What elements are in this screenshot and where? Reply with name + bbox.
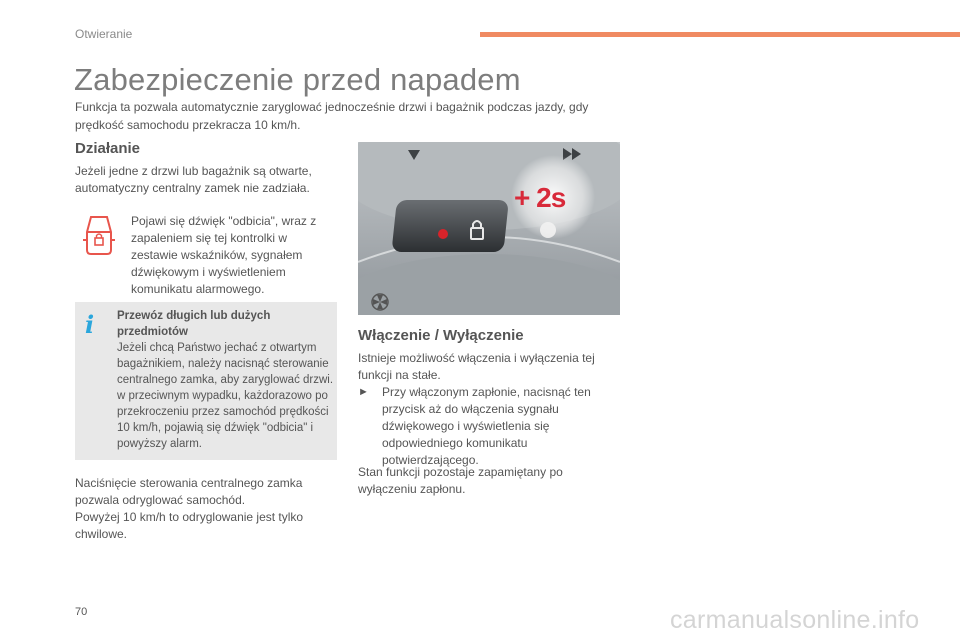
door-lock-warning-icon — [82, 214, 116, 258]
bottom-paragraph-1: Naciśnięcie sterowania centralnego zamka pozwala odryglować samochód. — [75, 476, 303, 507]
bullet-arrow-icon: ► — [358, 386, 369, 398]
wlaczenie-bullet-text: Przy włączonym zapłonie, nacisnąć ten przycisk aż do włączenia sygnału dźwiękowego i wyświetlenia się odpowiedniego komunikatu potwierdzającego. — [382, 385, 591, 467]
page-number: 70 — [75, 606, 88, 618]
wlaczenie-paragraph-2: Stan funkcji pozostaje zapamiętany po wyłączeniu zapłonu. — [358, 465, 563, 496]
wlaczenie-paragraph-1: Istnieje możliwość włączenia i wyłączenia tej funkcji na stałe. — [358, 351, 595, 382]
info-box-title: Przewóz długich lub dużych przedmiotów — [117, 310, 271, 338]
dzialanie-paragraph-2: Pojawi się dźwięk "odbicia", wraz z zapaleniem się tej kontrolki w zestawie wskaźników, sygnałem dźwiękowym i wyświetleniem komunikatu alarmowego. — [131, 214, 317, 296]
watermark: carmanualsonline.info — [670, 606, 920, 634]
page-title: Zabezpieczenie przed napadem — [74, 62, 521, 97]
intro-paragraph: Funkcja ta pozwala automatycznie zaryglować jednocześnie drzwi i bagażnik podczas jazdy, gdy prędkość samochodu przekracza 10 km/h. — [75, 100, 589, 132]
info-box — [75, 302, 337, 460]
info-icon: i — [85, 310, 95, 339]
plus-2s-badge: + 2s — [514, 182, 566, 213]
wlaczenie-bullets — [358, 384, 618, 469]
bottom-paragraph-2: Powyżej 10 km/h to odryglowanie jest tylko chwilowe. — [75, 510, 304, 541]
section-accent-bar — [480, 32, 960, 37]
heading-wlaczenie: Włączenie / Wyłączenie — [358, 327, 524, 344]
dzialanie-paragraph-1: Jeżeli jedne z drzwi lub bagażnik są otwarte, automatyczny centralny zamek nie zadziała. — [75, 164, 312, 195]
section-label: Otwieranie — [75, 27, 133, 41]
info-box-text: Jeżeli chcą Państwo jechać z otwartym bagażnikiem, należy nacisnąć sterowanie centralnego zamka, aby zaryglować drzwi. w przeciwnym wypadku, każdorazowo po przekroczeniu przez samochód prędkości 10 km/h, pojawią się dźwięk "odbicia" i powyższy alarm. — [117, 342, 334, 450]
heading-dzialanie: Działanie — [75, 140, 141, 157]
wlaczenie-bullet-item — [358, 384, 618, 469]
dashboard-button-photo — [358, 142, 620, 315]
